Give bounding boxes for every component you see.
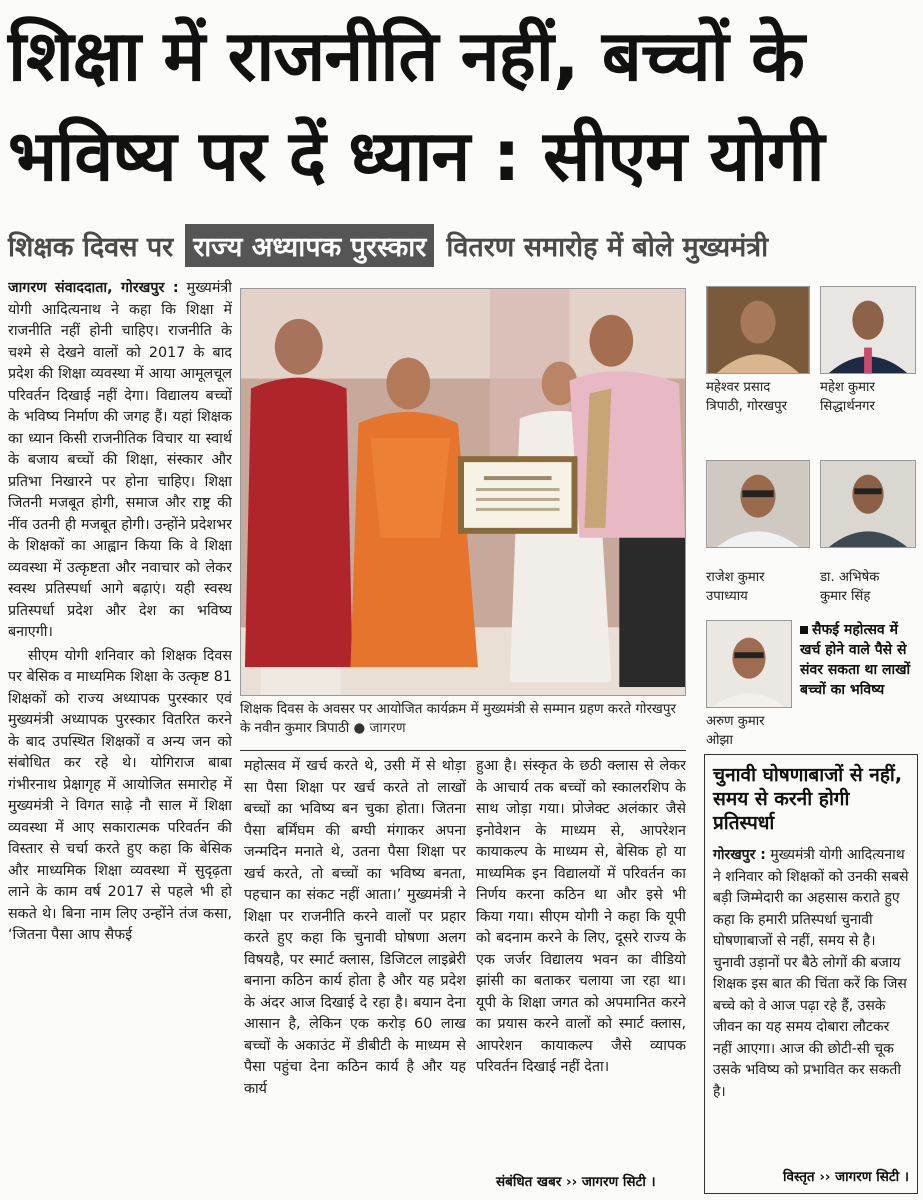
article-para-1: मुख्यमंत्री योगी आदित्यनाथ ने कहा कि शिक्षा में राजनीति नहीं होनी चाहिए। राजनीति के चश्मे से देखने वालों को 2017 के बाद प्रदेश की शिक्षा व्यवस्था में आया आमूलचूल परिवर्तन दिखाई नहीं देगा। विद्यालय बच्चों के भविष्य निर्माण की जगह हैं। यहां शिक्षक का ध्यान किसी राजनीतिक विचार या स्वार्थ के बजाय बच्चों की शिक्षा, संस्कार और प्रतिभा निखारने पर होना चाहिए। शिक्षा जितनी मजबूत होगी, समाज और राष्ट्र की नींव उतनी ही मजबूत होगी। उन्होंने प्रदेशभर के शिक्षकों का आह्वान किया कि वे शिक्षा व्यवस्था में उत्कृष्टता और नवाचार को लेकर स्वस्थ प्रतिस्पर्धा आगे बढ़ाएं। यही स्वस्थ प्रतिस्पर्धा प्रदेश और देश का भविष्य बनाएगी। [8, 280, 232, 640]
awardee-portrait-5-illustration [707, 621, 791, 707]
awardee-name-4 [820, 568, 879, 606]
article-column-1 [8, 278, 232, 1192]
article-para-3: महोत्सव में खर्च करते थे, उसी में से थोड़ा सा पैसा शिक्षा पर खर्च करते तो लाखों बच्चों का भविष्य बन चुका होता। जितना पैसा बर्मिंघम की बग्घी मंगाकर अपना जन्मदिन मनाते थे, उतना पैसा शिक्षा पर खर्च करते, तो बच्चों का भविष्य बनता, पहचान का संकट नहीं आता।’ मुख्यमंत्री ने शिक्षा पर राजनीति करने वालों पर प्रहार करते हुए कहा कि चुनावी घोषणा अलग विषयहै, पर स्मार्ट क्लास, डिजिटल लाइब्रेरी बनाना कठिन कार्य होता है और यह प्रदेश के अंदर आज दिखाई दे रहा है। बयान देना आसान है, लेकिन एक करोड़ 60 लाख बच्चों के अकाउंट में डीबीटी के माध्यम से पैसा पहुंचा देना कठिन कार्य है और यह कार्य [244, 758, 466, 1097]
teaser-quote [800, 620, 918, 700]
awardee-name-2-line-2: सिद्धार्थनगर [820, 399, 875, 414]
subhead-highlight: राज्य अध्यापक पुरस्कार [185, 224, 434, 267]
awardee-name-5-line-1: अरुण कुमार [706, 714, 765, 729]
awardee-portrait-2-illustration [821, 287, 915, 373]
sidebar-story-dateline: गोरखपुर : [713, 847, 766, 863]
headline [8, 6, 915, 206]
column-divider [240, 750, 686, 751]
square-bullet-icon [800, 626, 808, 634]
article-para-4: हुआ है। संस्कृत के छठी क्लास से लेकर के आचार्य तक बच्चों को स्कालरशिप के साथ जोड़ा गया। प्रोजेक्ट अलंकार जैसे इनोवेशन के माध्यम से, आपरेशन कायाकल्प के माध्यम से, बेसिक हो या माध्यमिक इन विद्यालयों में परिवर्तन का निर्णय करना कठिन था और इसे भी किया गया। सीएम योगी ने कहा कि यूपी को बदनाम करने के लिए, दूसरे राज्य के एक जर्जर विद्यालय भवन का वीडियो झांसी का बताकर चलाया जा रहा था। यूपी के शिक्षा जगत को अपमानित करने का प्रयास करने वालों को स्मार्ट क्लास, आपरेशन कायाकल्प जैसे व्यापक परिवर्तन दिखाई नहीं देता। [476, 758, 686, 1075]
headline-line-1: शिक्षा में राजनीति नहीं, बच्चों के [8, 15, 804, 97]
photo-caption-text: शिक्षक दिवस के अवसर पर आयोजित कार्यक्रम में मुख्यमंत्री से सम्मान ग्रहण करते गोरखपुर के नवीन कुमार त्रिपाठी [240, 702, 676, 736]
awardee-photo-1 [706, 286, 810, 374]
awardee-photo-4 [820, 460, 916, 548]
awardee-photo-3 [706, 460, 810, 548]
awardee-name-4-line-1: डा. अभिषेक [820, 570, 880, 585]
sidebar-story-body [713, 845, 909, 1103]
sidebar-story [704, 754, 918, 1194]
photo-caption [240, 700, 686, 738]
awardee-portrait-4-illustration [821, 461, 915, 547]
article-column-3 [476, 756, 686, 1172]
awardee-photo-2 [820, 286, 916, 374]
ceremony-photo [240, 288, 686, 696]
subhead-pre: शिक्षक दिवस पर [8, 231, 174, 263]
awardee-name-3-line-1: राजेश कुमार [706, 570, 765, 585]
awardee-name-3 [706, 568, 765, 606]
awardee-name-2-line-1: महेश कुमार [820, 380, 875, 395]
photo-credit: ● जागरण [353, 721, 406, 736]
subheadline [8, 222, 915, 268]
ceremony-photo-illustration [241, 289, 685, 695]
awardee-name-2 [820, 378, 875, 416]
awardee-name-5 [706, 712, 765, 750]
article-para-2: सीएम योगी शनिवार को शिक्षक दिवस पर बेसिक व माध्यमिक शिक्षा के उत्कृष्ट 81 शिक्षकों को राज्य अध्यापक पुरस्कार एवं मुख्यमंत्री अध्यापक पुरस्कार वितरित करने के बाद उपस्थित शिक्षकों व अन्य जन को संबोधित कर रहे थे। योगिराज बाबा गंभीरनाथ प्रेक्षागृह में आयोजित समारोह में मुख्यमंत्री ने विगत साढ़े नौ साल में शिक्षा व्यवस्था में आए सकारात्मक परिवर्तन की विस्तार से चर्चा करते हुए कहा कि बेसिक और माध्यमिक शिक्षा व्यवस्था में सुदृढ़ता लाने के काम वर्ष 2017 से पहले भी हो सकते थे। बिना नाम लिए उन्होंने तंज कसा, ‘जितना पैसा आप सैफई [8, 647, 232, 943]
related-news-link[interactable]: संबंधित खबर ›› जागरण सिटी । [496, 1174, 656, 1190]
awardee-name-4-line-2: कुमार सिंह [820, 589, 871, 604]
awardee-name-1-line-2: त्रिपाठी, गोरखपुर [706, 399, 787, 414]
subhead-post: वितरण समारोह में बोले मुख्यमंत्री [446, 231, 769, 263]
awardee-name-1 [706, 378, 787, 416]
article-dateline: जागरण संवाददाता, गोरखपुर : [8, 280, 179, 296]
awardee-photo-5 [706, 620, 792, 708]
awardee-name-3-line-2: उपाध्याय [706, 589, 748, 604]
awardee-name-5-line-2: ओझा [706, 733, 733, 748]
sidebar-story-heading: चुनावी घोषणाबाजों से नहीं, समय से करनी होगी प्रतिस्पर्धा [713, 764, 903, 834]
teaser-text: सैफई महोत्सव में खर्च होने वाले पैसे से संवर सकता था लाखों बच्चों का भविष्य [800, 622, 911, 698]
awardee-portrait-1-illustration [707, 287, 809, 373]
sidebar-more-link[interactable]: विस्तृत ›› जागरण सिटी । [782, 1169, 909, 1185]
article-column-2 [244, 756, 466, 1192]
awardee-name-1-line-1: महेश्वर प्रसाद [706, 380, 771, 395]
sidebar-story-text: मुख्यमंत्री योगी आदित्यनाथ ने शनिवार को शिक्षकों को उनकी सबसे बड़ी जिम्मेदारी का अहसास कराते हुए कहा कि हमारी प्रतिस्पर्धा चुनावी घोषणाबाजों से नहीं, समय से है। चुनावी उड़ानों पर बैठे लोगों की बजाय शिक्षक इस बात की चिंता करें कि जिस बच्चे को वे आज पढ़ा रहे हैं, उसके जीवन का यह समय दोबारा लौटकर नहीं आएगा। आज की छोटी-सी चूक उसके भविष्य को प्रभावित कर सकती है। [713, 847, 909, 1100]
headline-line-2: भविष्य पर दें ध्यान : सीएम योगी [8, 115, 824, 197]
awardee-portrait-3-illustration [707, 461, 809, 547]
article-lead [8, 278, 232, 644]
